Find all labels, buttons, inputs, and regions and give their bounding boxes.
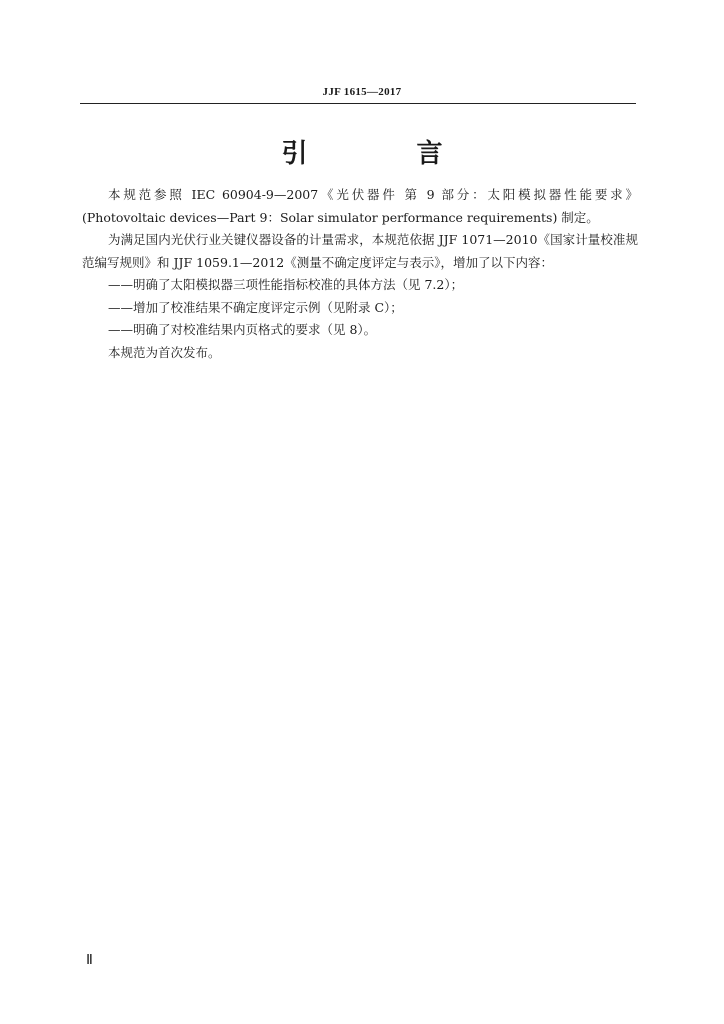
paragraph-closing: 本规范为首次发布。 bbox=[108, 344, 221, 360]
document-body bbox=[82, 184, 638, 364]
page-title: 引 言 bbox=[281, 139, 493, 169]
header-divider bbox=[80, 103, 636, 104]
list-item: ——明确了对校准结果内页格式的要求（见 8）。 bbox=[108, 322, 377, 337]
list-item: ——明确了太阳模拟器三项性能指标校准的具体方法（见 7.2）； bbox=[108, 277, 464, 292]
list-item: ——增加了校准结果不确定度评定示例（见附录 C）； bbox=[108, 299, 403, 315]
paragraph-purpose: 为满足国内光伏行业关键仪器设备的计量需求，本规范依据 JJF 1071—2010《国家计量校准规范编写规则》和 JJF 1059.1—2012《测量不确定度评定与表示》，增加了以下内容： bbox=[82, 232, 638, 270]
paragraph-reference: 本规范参照 IEC 60904-9—2007《光伏器件 第 9 部分：太阳模拟器性能要求》(Photovoltaic devices—Part 9：Solar simulator performance requirements) 制定。 bbox=[82, 187, 638, 225]
standard-code-header: JJF 1615—2017 bbox=[322, 86, 402, 98]
page-number: Ⅱ bbox=[86, 953, 93, 968]
